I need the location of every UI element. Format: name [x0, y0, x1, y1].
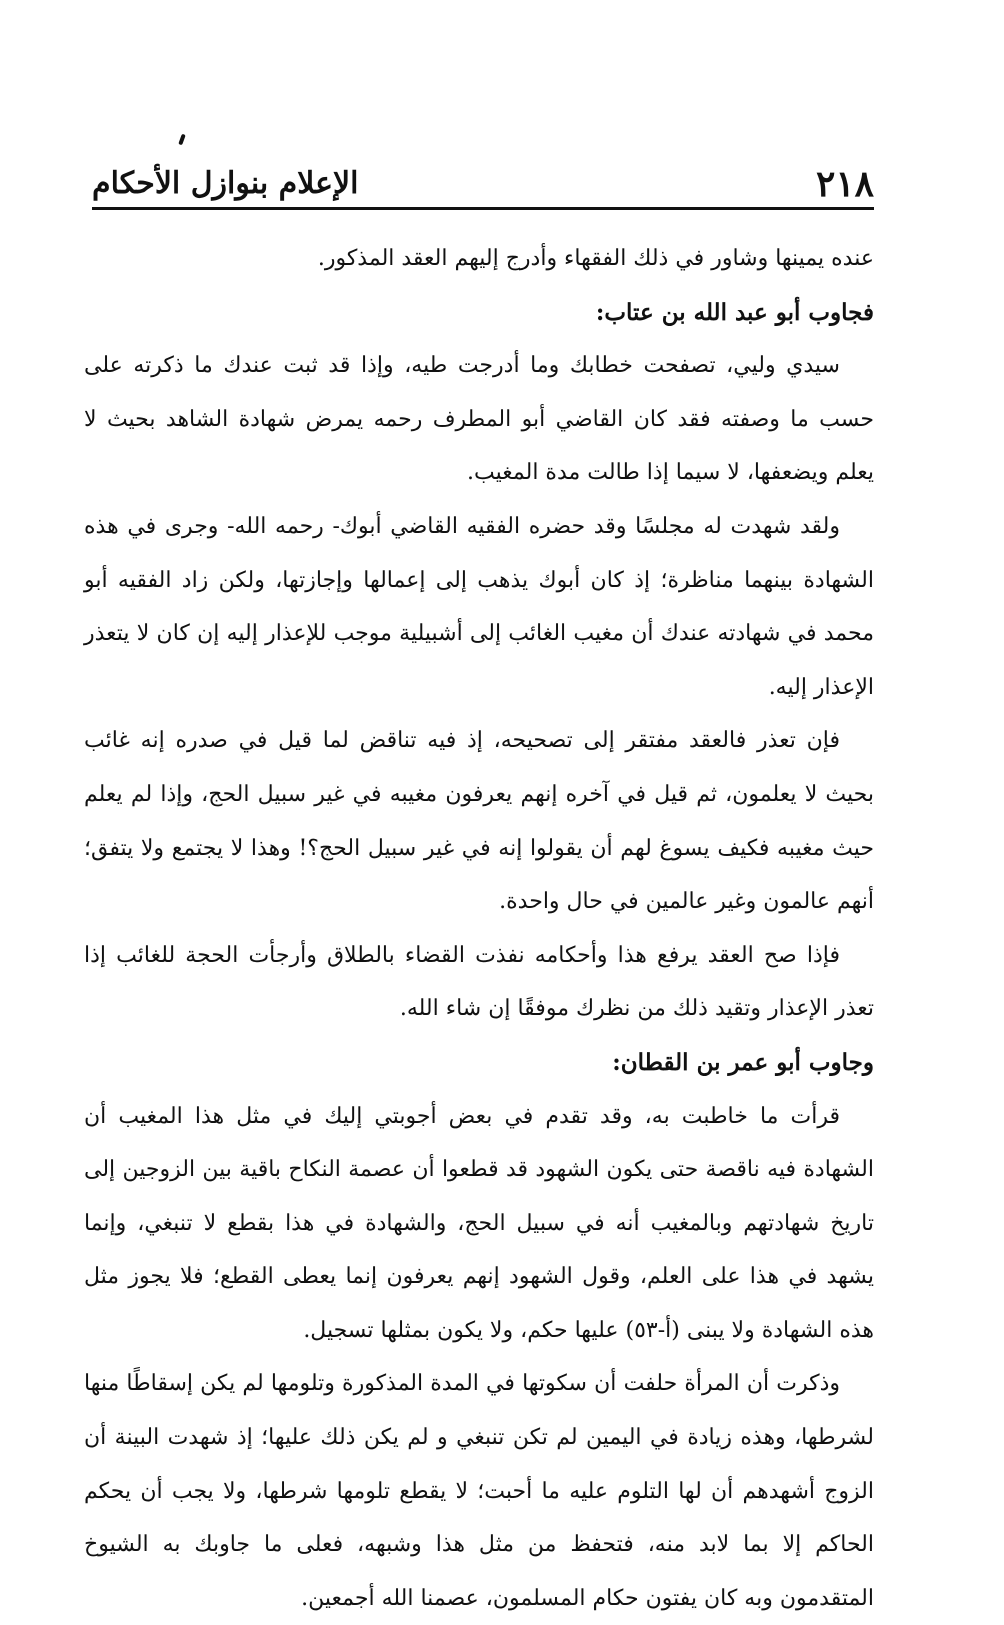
paragraph-3: فإن تعذر فالعقد مفتقر إلى تصحيحه، إذ فيه تناقض لما قيل في صدره إنه غائب بحيث لا يعلمون، ثم قيل في آخره إنهم يعرفون مغيبه في غير سبيل الحج، وإذا لم يعلم حيث مغيبه فكيف يسوغ لهم أن يقولوا إنه في غير سبيل الحج؟! وهذا لا يجتمع ولا يتفق؛ أنهم عالمون وغير عالمين في حال واحدة.: [84, 728, 874, 915]
ink-speck: [178, 134, 186, 146]
section-heading-ibn-attab: فجاوب أبو عبد الله بن عتاب:: [595, 298, 874, 326]
running-header: [92, 156, 874, 206]
page-body: [84, 232, 874, 1625]
paragraph-5: قرأت ما خاطبت به، وقد تقدم في بعض أجوبتي إليك في مثل هذا المغيب أن الشهادة فيه ناقصة حتى يكون الشهود قد قطعوا أن عصمة النكاح باقية بين الزوجين إلى تاريخ شهادتهم وبالمغيب أنه في سبيل الحج، والشهادة في هذا بقطع لا تنبغي، وإنما يشهد في هذا على العلم، وقول الشهود إنهم يعرفون إنما يعطى القطع؛ فلا يجوز مثل هذه الشهادة ولا يبنى (أ-٥٣) عليها حكم، ولا يكون بمثلها تسجيل.: [84, 1103, 874, 1343]
header-rule: [92, 207, 874, 210]
paragraph-2: ولقد شهدت له مجلسًا وقد حضره الفقيه القاضي أبوك- رحمه الله- وجرى في هذه الشهادة بينهما مناظرة؛ إذ كان أبوك يذهب إلى إعمالها وإجازتها، ولكن زاد الفقيه أبو محمد في شهادته عندك أن مغيب الغائب إلى أشبيلية موجب للإعذار إليه إن كان لا يتعذر الإعذار إليه.: [84, 513, 874, 700]
paragraph-1: سيدي وليي، تصفحت خطابك وما أدرجت طيه، وإذا قد ثبت عندك ما ذكرته على حسب ما وصفته فقد كان القاضي أبو المطرف رحمه يمرض شهادة الشاهد بحيث لا يعلم ويضعفها، لا سيما إذا طالت مدة المغيب.: [84, 353, 874, 486]
paragraph-4: فإذا صح العقد يرفع هذا وأحكامه نفذت القضاء بالطلاق وأرجأت الحجة للغائب إذا تعذر الإعذار وتقيد ذلك من نظرك موفقًا إن شاء الله.: [84, 942, 874, 1022]
paragraph-6: وذكرت أن المرأة حلفت أن سكوتها في المدة المذكورة وتلومها لم يكن إسقاطًا منها لشرطها، وهذه زيادة في اليمين لم تكن تنبغي و لم يكن ذلك عليها؛ إذ شهدت البينة أن الزوج أشهدهم أن لها التلوم عليه ما أحبت؛ لا يقطع تلومها شرطها، ولا يجب أن يحكم الحاكم إلا بما لابد منه، فتحفظ من مثل هذا وشبهه، فعلى ما جاوبك به الشيوخ المتقدمون وبه كان يفتون حكام المسلمون، عصمنا الله أجمعين.: [84, 1371, 874, 1611]
page-number: ٢١٨: [815, 163, 874, 205]
paragraph-continuation: عنده يمينها وشاور في ذلك الفقهاء وأدرج إليهم العقد المذكور.: [317, 246, 874, 271]
section-heading-ibn-alqattan: وجاوب أبو عمر بن القطان:: [612, 1048, 874, 1076]
book-title: الإعلام بنوازل الأحكام: [92, 166, 359, 201]
